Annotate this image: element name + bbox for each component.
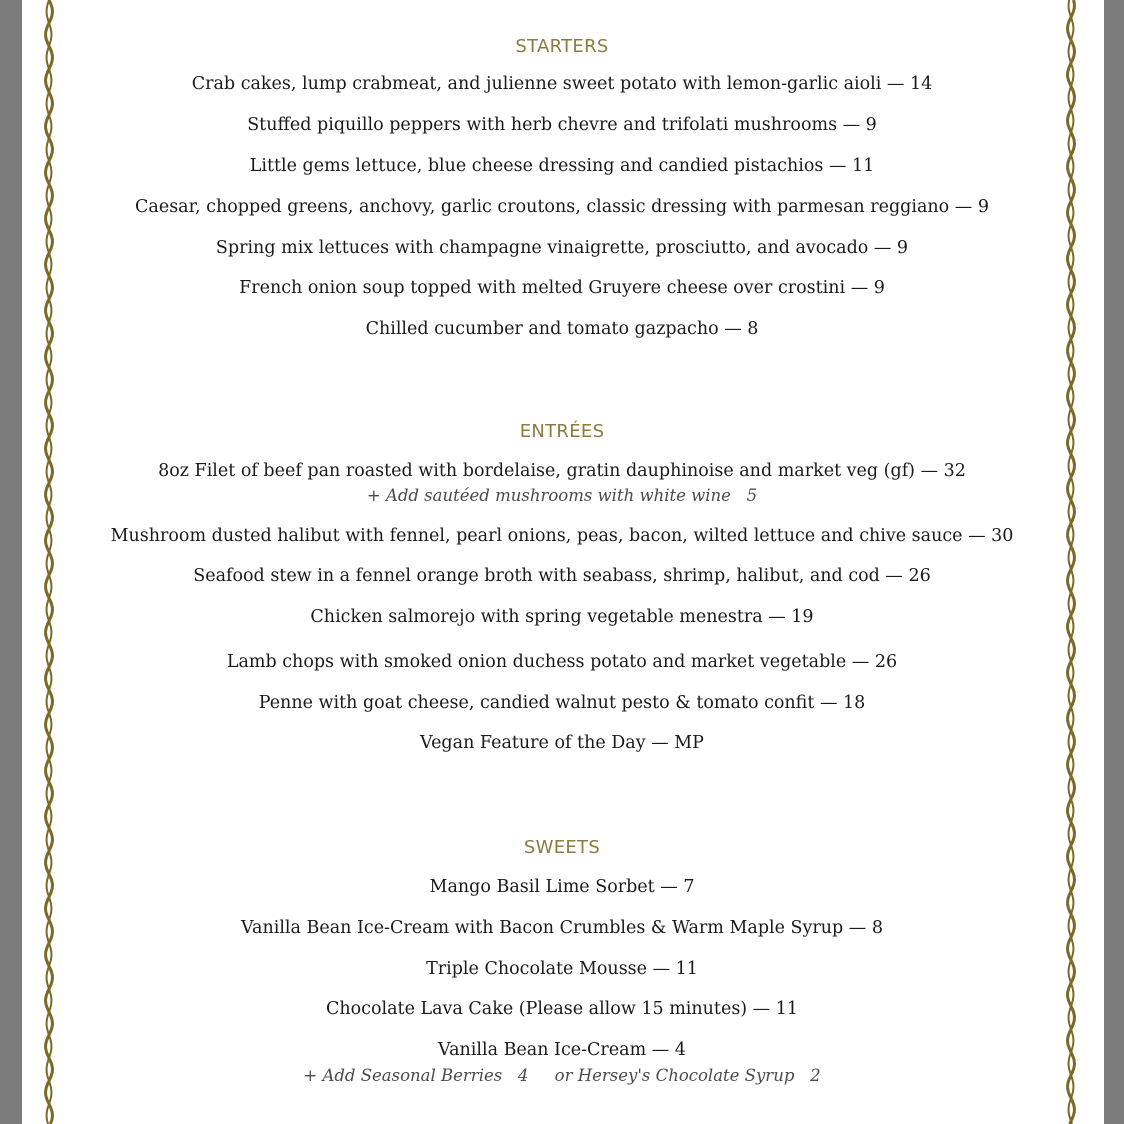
menu-item: Vegan Feature of the Day — MP [420, 733, 704, 753]
menu-item: Mango Basil Lime Sorbet — 7 [429, 877, 695, 897]
menu-item: Vanilla Bean Ice-Cream — 4 [438, 1040, 686, 1060]
menu-item: Mushroom dusted halibut with fennel, pearl onions, peas, bacon, wilted lettuce and chive sauce — 30 [110, 526, 1014, 546]
menu-item: Little gems lettuce, blue cheese dressing and candied pistachios — 11 [249, 156, 875, 176]
menu-item: Seafood stew in a fennel orange broth with seabass, shrimp, halibut, and cod — 26 [193, 566, 931, 586]
menu-item: Penne with goat cheese, candied walnut pesto & tomato confit — 18 [258, 693, 866, 713]
menu-item-addon-note: + Add sautéed mushrooms with white wine 5 [366, 486, 758, 505]
menu-item: Triple Chocolate Mousse — 11 [426, 959, 698, 979]
menu-item: Spring mix lettuces with champagne vinaigrette, prosciutto, and avocado — 9 [215, 238, 909, 258]
menu-item: Stuffed piquillo peppers with herb chevre and trifolati mushrooms — 9 [247, 115, 877, 135]
menu-item: 8oz Filet of beef pan roasted with bordelaise, gratin dauphinoise and market veg (gf) — 32 [158, 461, 966, 481]
section-heading-starters: STARTERS [515, 36, 609, 57]
menu-item: French onion soup topped with melted Gruyere cheese over crostini — 9 [239, 278, 885, 298]
menu-item: Lamb chops with smoked onion duchess potato and market vegetable — 26 [226, 652, 898, 672]
menu-item: Chocolate Lava Cake (Please allow 15 minutes) — 11 [325, 999, 799, 1019]
section-heading-entrees: ENTRÉES [519, 421, 605, 442]
menu-item-addon-note: + Add Seasonal Berries 4 or Hersey's Chocolate Syrup 2 [303, 1066, 821, 1085]
menu-item: Chicken salmorejo with spring vegetable menestra — 19 [310, 607, 814, 627]
menu-item: Crab cakes, lump crabmeat, and julienne sweet potato with lemon-garlic aioli — 14 [191, 74, 933, 94]
section-heading-sweets: SWEETS [523, 837, 601, 858]
menu-item: Caesar, chopped greens, anchovy, garlic croutons, classic dressing with parmesan reggiano — 9 [135, 197, 989, 217]
menu-item: Vanilla Bean Ice-Cream with Bacon Crumbles & Warm Maple Syrup — 8 [240, 918, 884, 938]
menu-item: Chilled cucumber and tomato gazpacho — 8 [365, 319, 759, 339]
